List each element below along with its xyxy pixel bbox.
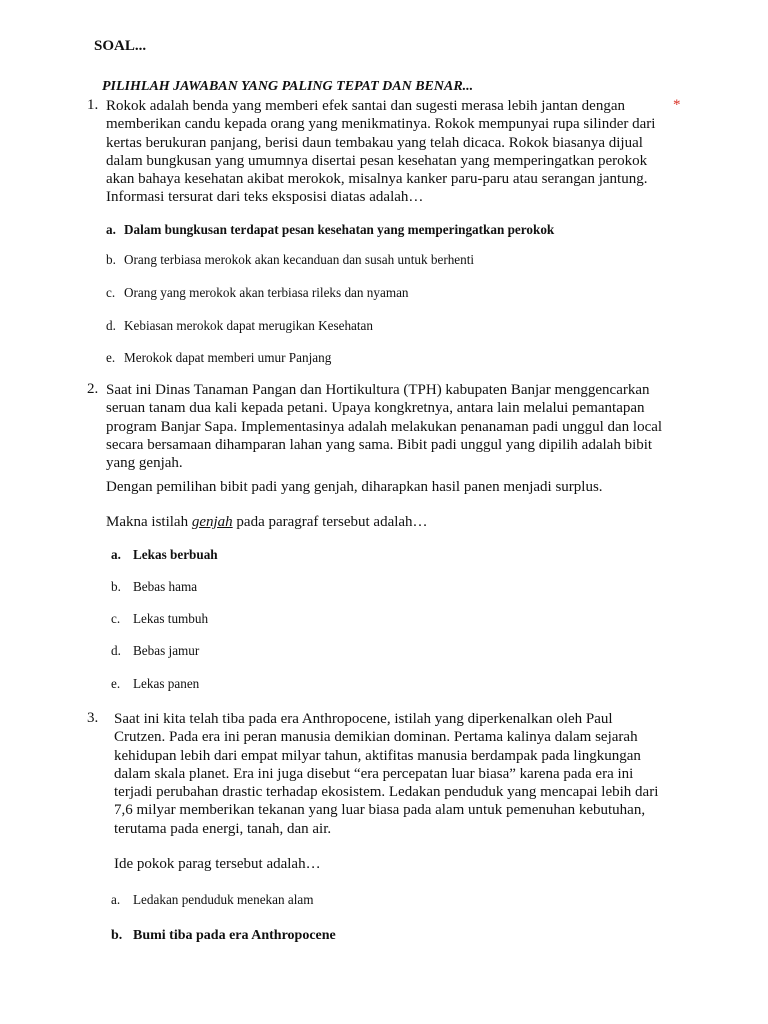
text-line: 7,6 milyar memberikan tekanan yang luar biasa pada alam untuk pemenuhan kebutuhan, xyxy=(114,802,646,819)
option-text: Bebas jamur xyxy=(133,643,200,658)
text-line: Informasi tersurat dari teks eksposisi diatas adalah… xyxy=(106,189,424,206)
option-letter: d. xyxy=(111,643,121,658)
text-line: dalam bungkusan yang umumnya disertai pesan kesehatan yang memperingatkan perokok xyxy=(106,152,648,169)
option-text: Lekas panen xyxy=(133,676,200,691)
question-followup: Dengan pemilihan bibit padi yang genjah, diharapkan hasil panen menjadi surplus. xyxy=(106,479,603,495)
text-line: terutama pada energi, tanah, dan air. xyxy=(114,820,332,837)
option-letter: c. xyxy=(111,611,121,626)
option-letter: e. xyxy=(111,676,121,691)
text-line: program Banjar Sapa. Implementasinya adalah melakukan penanaman padi unggul dan local xyxy=(106,418,663,435)
text-line: kehidupan lebih dari empat milyar tahun, aktifitas manusia berdampak pada lingkungan xyxy=(114,747,641,764)
text-line: Saat ini Dinas Tanaman Pangan dan Hortikultura (TPH) kabupaten Banjar menggencarkan xyxy=(106,382,650,398)
option-letter: c. xyxy=(106,285,116,300)
prompt-text: pada paragraf tersebut adalah… xyxy=(232,514,428,530)
question-text xyxy=(106,97,674,207)
text-line: yang genjah. xyxy=(106,455,183,472)
prompt-term: genjah xyxy=(191,514,233,530)
text-line: dalam skala planet. Era ini juga disebut “era percepatan luar biasa” karena pada era ini xyxy=(114,765,634,782)
prompt-text: Makna istilah xyxy=(106,514,192,530)
option-text: Lekas berbuah xyxy=(133,547,218,562)
text-line: seruan tanam dua kali kepada petani. Upaya kongkretnya, antara lain melalui pemantapan xyxy=(106,400,645,417)
document-title: SOAL... xyxy=(94,38,147,54)
option-text: Kebiasan merokok dapat merugikan Kesehatan xyxy=(124,318,374,333)
option-letter: e. xyxy=(106,350,116,365)
instruction-heading: PILIHLAH JAWABAN YANG PALING TEPAT DAN BENAR... xyxy=(102,79,474,94)
option-letter: b. xyxy=(106,252,116,267)
option-letter: a. xyxy=(111,547,121,562)
option-text: Bebas hama xyxy=(133,579,198,594)
option-text: Merokok dapat memberi umur Panjang xyxy=(124,350,332,365)
option-letter: b. xyxy=(111,579,121,594)
option-letter: d. xyxy=(106,318,116,333)
option-letter: a. xyxy=(111,892,121,907)
text-line: terjadi perubahan drastic terhadap ekosistem. Ledakan penduduk yang mencapai lebih dari xyxy=(114,784,659,801)
option-text: Dalam bungkusan terdapat pesan kesehatan yang memperingatkan perokok xyxy=(124,222,555,237)
question-text xyxy=(114,710,680,838)
text-line: Crutzen. Pada era ini peran manusia demikian dominan. Pertama kalinya dalam sejarah xyxy=(114,729,638,746)
question-number: 2. xyxy=(87,381,99,397)
option-text: Orang yang merokok akan terbiasa rileks dan nyaman xyxy=(124,285,409,300)
question-text xyxy=(106,381,680,472)
text-line: Saat ini kita telah tiba pada era Anthropocene, istilah yang diperkenalkan oleh Paul xyxy=(114,711,613,727)
option-text: Ledakan penduduk menekan alam xyxy=(133,892,314,907)
required-marker: * xyxy=(673,97,681,113)
option-text: Orang terbiasa merokok akan kecanduan dan susah untuk berhenti xyxy=(124,252,475,267)
question-number: 1. xyxy=(87,97,99,113)
question-prompt: Ide pokok parag tersebut adalah… xyxy=(114,856,321,872)
option-letter: b. xyxy=(111,928,123,943)
question-number: 3. xyxy=(87,710,99,726)
option-text: Lekas tumbuh xyxy=(133,611,209,626)
option-text: Bumi tiba pada era Anthropocene xyxy=(133,928,336,943)
text-line: Rokok adalah benda yang memberi efek santai dan sugesti merasa lebih jantan dengan xyxy=(106,98,625,114)
option-letter: a. xyxy=(106,222,116,237)
text-line: kertas berukuran panjang, berisi daun tembakau yang telah dicaca. Rokok biasanya dijual xyxy=(106,134,643,151)
text-line: akan bahaya kesehatan akibat merokok, misalnya kanker paru-paru atau serangan jantung. xyxy=(106,171,648,188)
text-line: secara bersamaan dihamparan lahan yang sama. Bibit padi unggul yang dipilih adalah bibit xyxy=(106,436,653,453)
question-prompt xyxy=(106,513,706,531)
text-line: memberikan candu kepada orang yang menikmatinya. Rokok mempunyai rupa silinder dari xyxy=(106,116,656,133)
